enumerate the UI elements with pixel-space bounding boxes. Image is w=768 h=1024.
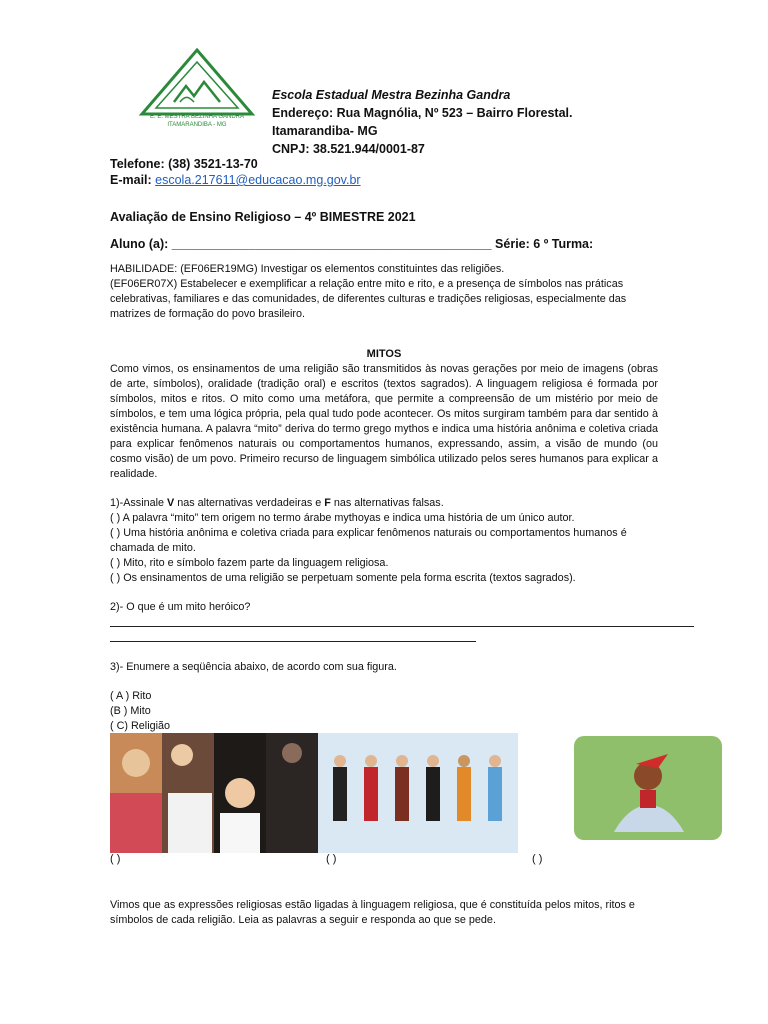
skill-block [110,262,650,322]
answer-line[interactable] [110,641,476,642]
school-info [272,86,572,158]
school-logo [134,42,260,137]
options-list [110,689,170,734]
contact-info [110,156,361,188]
phone: Telefone: (38) 3521-13-70 [110,157,258,171]
skill-line-2: (EF06ER07X) Estabelecer e exemplificar a relação entre mito e rito, e a presença de símbolos nas práticas celebrativas, familiares e das comunidades, de diferentes culturas e tradições religiosas, especialmente das matrizes de formação do povo brasileiro. [110,278,627,320]
q1-item[interactable]: ( ) Uma história anônima e coletiva criada para explicar fenômenos naturais ou comportamentos humanos é chamada de mito. [110,527,627,554]
q1-item[interactable]: ( ) A palavra “mito” tem origem no termo árabe mythoyas e indica uma história de um único autor. [110,512,575,524]
student-line: Aluno (a): ______________________________________________ Série: 6 º Turma: [110,237,594,251]
answer-paren-2[interactable]: ( ) [326,853,337,865]
school-name: Escola Estadual Mestra Bezinha Gandra [272,88,511,102]
closing-paragraph: Vimos que as expressões religiosas estão ligadas à linguagem religiosa, que é constituída pelos mitos, ritos e símbolos de cada religião. Leia as palavras a seguir e responda ao que se pede. [110,899,635,926]
mitos-paragraph: Como vimos, os ensinamentos de uma religião são transmitidos às novas gerações por meio de imagens (obras de arte, símbolos), oralidade (tradição oral) e escritos (textos sagrados). A linguagem religiosa é formada por símbolos, mitos e ritos. O mito como uma metáfora, que permite a compreensão de um mistério por meio de símbolos, e tem uma lógica própria, pela qual tudo pode acontecer. Os mitos surgiram também para dar sentido à existência humana. A palavra “mito” deriva do termo grego mythos e indica uma história anônima e coletiva criada para explicar fenômenos naturais ou comportamentos humanos, expressando, assim, a visão de mundo (ou cosmo visão) de um povo. Primeiro recurso de linguagem simbólica utilizado pelos seres humanos para explicar a realidade. [110,363,658,480]
mountain-logo-icon [134,42,260,122]
option-religiao: ( C) Religião [110,720,170,732]
answer-line[interactable] [110,626,694,627]
rites-collage-image [110,733,318,853]
school-address: Endereço: Rua Magnólia, Nº 523 – Bairro Florestal. [272,106,573,120]
mitos-heading: MITOS [366,348,402,360]
answer-paren-1[interactable]: ( ) [110,853,121,865]
question-3: 3)- Enumere a seqüência abaixo, de acordo com sua figura. [110,661,397,673]
q1-item[interactable]: ( ) Mito, rito e símbolo fazem parte da linguagem religiosa. [110,557,389,569]
school-cnpj: CNPJ: 38.521.944/0001-87 [272,142,425,156]
logo-line2: ITAMARANDIBA - MG [167,122,227,128]
question-1 [110,496,670,586]
q1-item[interactable]: ( ) Os ensinamentos de uma religião se perpetuam somente pela forma escrita (textos sagrados). [110,572,576,584]
logo-line1: E. E. MESTRA BEZINHA GANDRA [149,114,245,120]
religious-figures-image [318,733,518,853]
exam-title: Avaliação de Ensino Religioso – 4º BIMESTRE 2021 [110,210,416,224]
email-link[interactable]: escola.217611@educacao.mg.gov.br [155,173,361,187]
answer-paren-3[interactable]: ( ) [532,853,543,865]
mythic-figure-image [574,736,722,840]
school-city: Itamarandiba- MG [272,124,378,138]
skill-line-1: HABILIDADE: (EF06ER19MG) Investigar os elementos constituintes das religiões. [110,263,505,275]
question-2: 2)- O que é um mito heróico? [110,601,251,613]
q1-prompt: 1)-Assinale V nas alternativas verdadeiras e F nas alternativas falsas. [110,497,444,509]
option-rito: ( A ) Rito [110,690,152,702]
option-mito: (B ) Mito [110,705,151,717]
email-label: E-mail: [110,173,156,187]
